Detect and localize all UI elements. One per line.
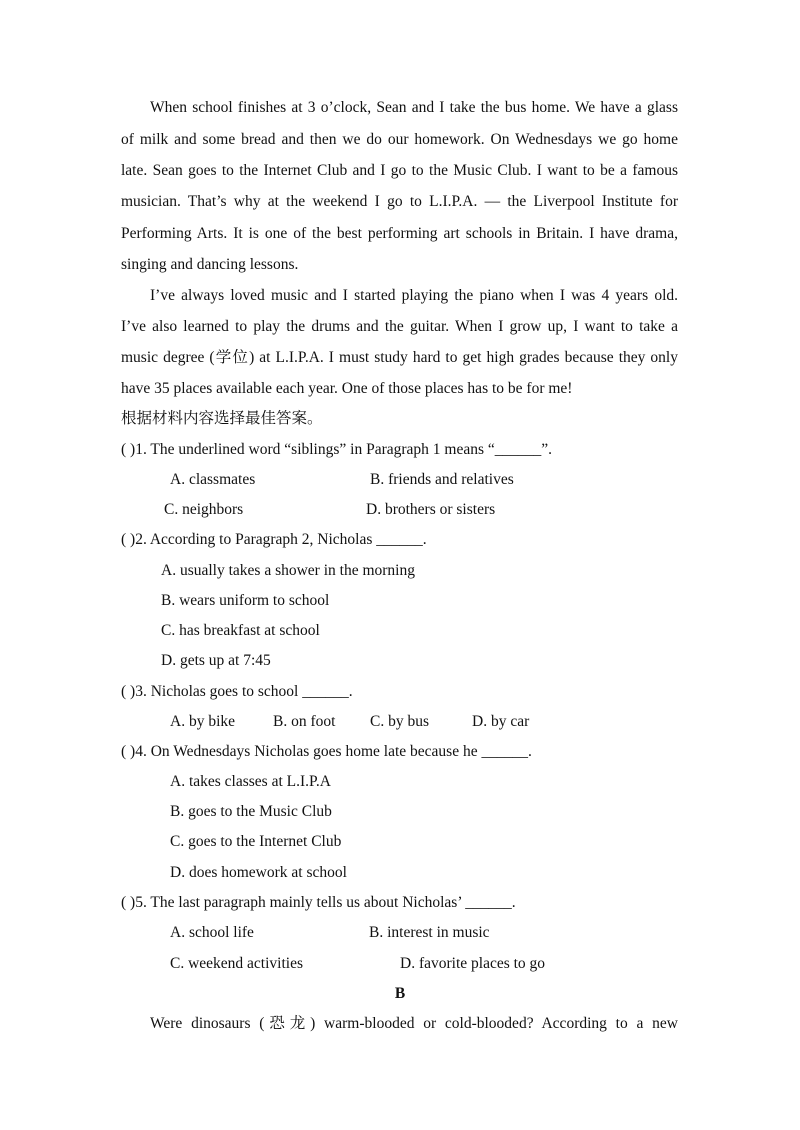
question-option: B. interest in music: [369, 924, 490, 941]
passage-line: singing and dancing lessons.: [121, 256, 299, 273]
question-option: B. on foot: [273, 713, 336, 730]
question-stem: ( )1. The underlined word “siblings” in Paragraph 1 means “______”.: [121, 441, 553, 458]
question-option: B. wears uniform to school: [161, 592, 330, 609]
passage-line: When school finishes at 3 o’clock, Sean and I take the bus home. We have a glass: [150, 99, 678, 116]
question-option: D. brothers or sisters: [366, 501, 496, 518]
question-option: C. has breakfast at school: [161, 622, 320, 639]
passage-line: Were dinosaurs (恐龙) warm-blooded or cold-blooded? According to a new: [150, 1015, 678, 1032]
question-option: B. friends and relatives: [370, 471, 514, 488]
question-option: A. classmates: [170, 471, 256, 488]
passage-line: musician. That’s why at the weekend I go to L.I.P.A. — the Liverpool Institute for: [121, 193, 678, 210]
question-option: A. school life: [170, 924, 254, 941]
question-option: D. by car: [472, 713, 530, 730]
question-option: C. by bus: [370, 713, 429, 730]
instruction: 根据材料内容选择最佳答案。: [121, 410, 323, 427]
passage-line: music degree (学位) at L.I.P.A. I must study hard to get high grades because they only: [121, 349, 678, 366]
passage-line: of milk and some bread and then we do our homework. On Wednesdays we go home: [121, 131, 678, 148]
passage-line: Performing Arts. It is one of the best performing art schools in Britain. I have drama,: [121, 225, 678, 242]
question-option: A. by bike: [170, 713, 236, 730]
passage-line: late. Sean goes to the Internet Club and I go to the Music Club. I want to be a famous: [121, 162, 678, 179]
question-option: C. weekend activities: [170, 955, 303, 972]
question-option: C. goes to the Internet Club: [170, 833, 342, 850]
question-option: D. gets up at 7:45: [161, 652, 271, 669]
question-stem: ( )2. According to Paragraph 2, Nicholas ______.: [121, 531, 427, 548]
question-stem: ( )4. On Wednesdays Nicholas goes home late because he ______.: [121, 743, 532, 760]
question-stem: ( )3. Nicholas goes to school ______.: [121, 683, 353, 700]
question-option: C. neighbors: [164, 501, 244, 518]
question-option: D. does homework at school: [170, 864, 347, 881]
passage-line: I’ve always loved music and I started playing the piano when I was 4 years old.: [150, 287, 678, 304]
question-option: B. goes to the Music Club: [170, 803, 332, 820]
section-heading: B: [394, 985, 406, 1002]
passage-line: have 35 places available each year. One of those places has to be for me!: [121, 380, 573, 397]
question-option: D. favorite places to go: [400, 955, 546, 972]
question-option: A. usually takes a shower in the morning: [161, 562, 415, 579]
question-stem: ( )5. The last paragraph mainly tells us about Nicholas’ ______.: [121, 894, 516, 911]
passage-line: I’ve also learned to play the drums and the guitar. When I grow up, I want to take a: [121, 318, 678, 335]
question-option: A. takes classes at L.I.P.A: [170, 773, 331, 790]
